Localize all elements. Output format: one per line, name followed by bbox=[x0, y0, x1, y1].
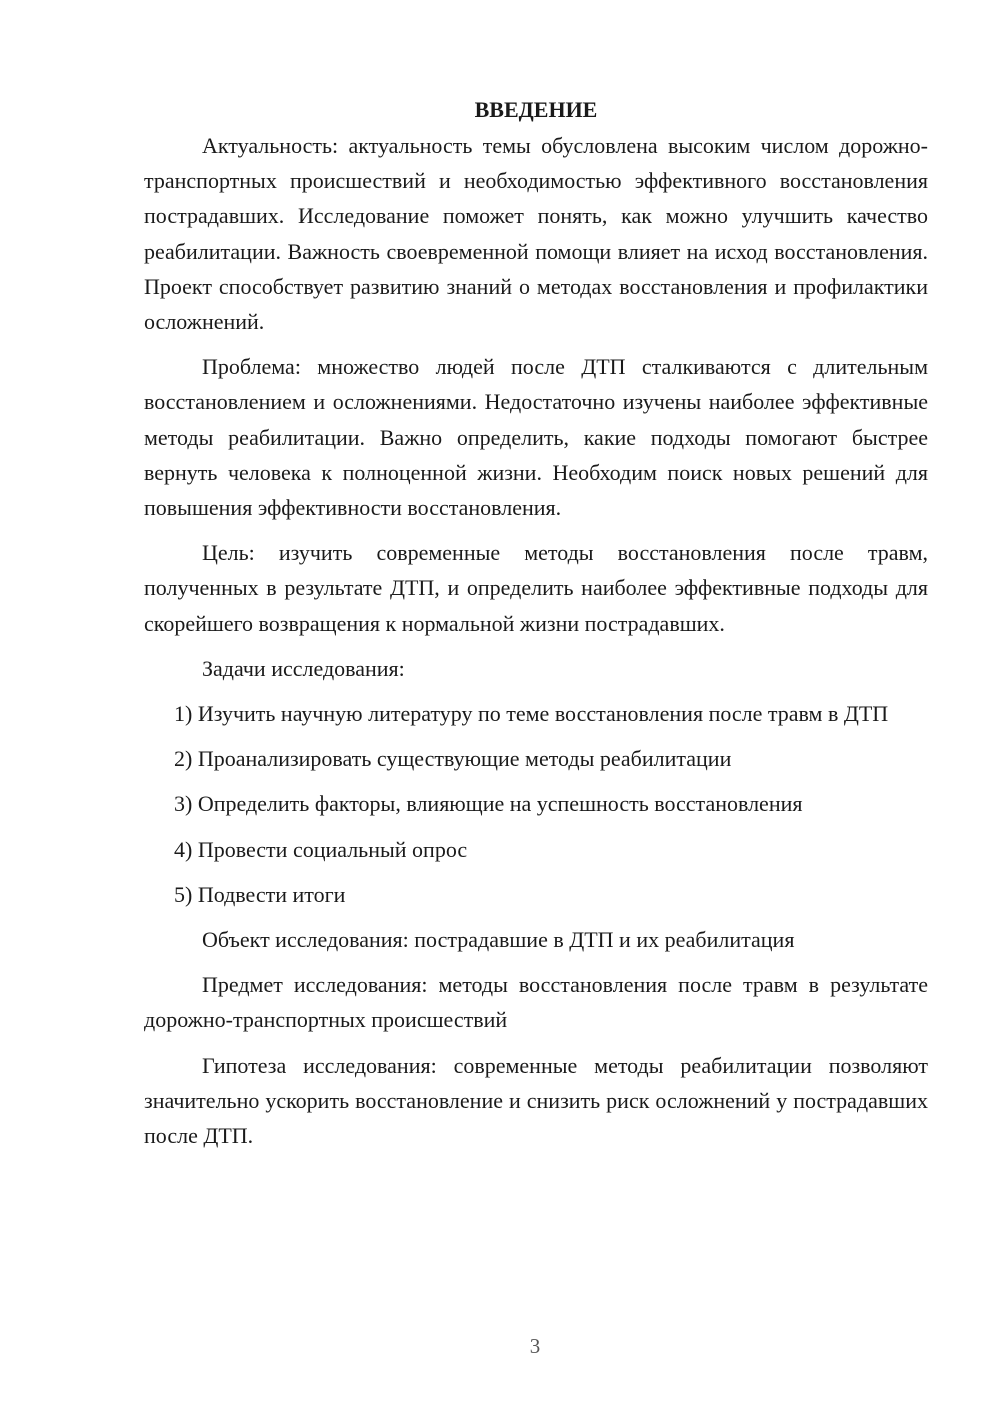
hypothesis-paragraph: Гипотеза исследования: современные методы реабилитации позволяют значительно ускорить восстановление и снизить риск осложнений у пострадавших после ДТП. bbox=[144, 1052, 928, 1149]
relevance-paragraph: Актуальность: актуальность темы обусловлена высоким числом дорожно-транспортных происшествий и необходимостью эффективного восстановления пострадавших. Исследование поможет понять, как можно улучшить качество реабилитации. Важность своевременной помощи влияет на исход восстановления. Проект способствует развитию знаний о методах восстановления и профилактики осложнений. bbox=[144, 133, 928, 335]
page-number: 3 bbox=[529, 1334, 541, 1358]
page-content bbox=[144, 92, 928, 1163]
list-item: 2) Проанализировать существующие методы реабилитации bbox=[174, 746, 732, 772]
list-item: 5) Подвести итоги bbox=[174, 881, 346, 907]
subject-paragraph: Предмет исследования: методы восстановления после травм в результате дорожно-транспортных происшествий bbox=[144, 972, 928, 1033]
list-item: 4) Провести социальный опрос bbox=[174, 836, 468, 862]
tasks-list bbox=[144, 696, 928, 912]
object-paragraph: Объект исследования: пострадавшие в ДТП и их реабилитация bbox=[202, 927, 795, 953]
list-item: 1) Изучить научную литературу по теме восстановления после травм в ДТП bbox=[174, 701, 889, 727]
problem-paragraph: Проблема: множество людей после ДТП сталкиваются с длительным восстановлением и осложнениями. Недостаточно изучены наиболее эффективные методы реабилитации. Важно определить, какие подходы помогают быстрее вернуть человека к полноценной жизни. Необходим поиск новых решений для повышения эффективности восстановления. bbox=[144, 354, 928, 521]
tasks-heading: Задачи исследования: bbox=[202, 655, 405, 681]
goal-paragraph: Цель: изучить современные методы восстановления после травм, полученных в результате ДТП, и определить наиболее эффективные подходы для скорейшего возвращения к нормальной жизни пострадавших. bbox=[144, 540, 928, 636]
page-title: ВВЕДЕНИЕ bbox=[474, 97, 598, 122]
list-item: 3) Определить факторы, влияющие на успешность восстановления bbox=[174, 791, 803, 817]
